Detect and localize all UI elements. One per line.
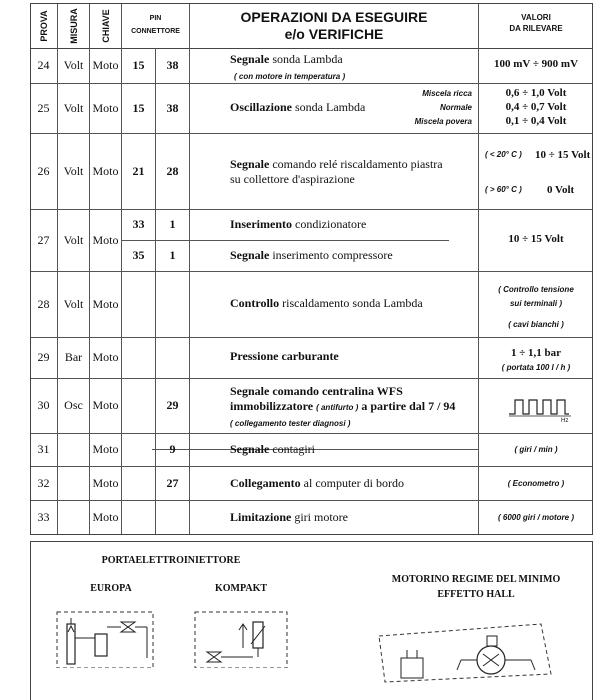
prova-cell: 30 — [30, 378, 58, 433]
pin1-cell — [122, 378, 156, 433]
value-cell: ( Econometro ) — [507, 479, 565, 488]
pin1-cell — [122, 500, 156, 535]
prova-cell: 26 — [30, 133, 58, 209]
value-cell: ( Controllo tensione sui terminali ) ( cavi bianchi ) — [498, 285, 574, 329]
operation-cell: Inserimento condizionatore Segnale inserimento compressore — [190, 209, 479, 271]
portaelettroiniettore-title: PORTAELETTROINIETTORE — [101, 555, 241, 566]
prova-cell: 28 — [30, 271, 58, 337]
value-cell: ( 6000 giri / motore ) — [497, 513, 575, 522]
value-cell — [479, 378, 593, 433]
prova-cell: 31 — [30, 433, 58, 466]
motorino-wiring-diagram — [361, 614, 561, 684]
pin1-cell — [122, 337, 156, 378]
operation-cell: Controllo riscaldamento sonda Lambda — [190, 271, 479, 337]
value-cell: ( < 20° C ) 10 ÷ 15 Volt ( > 60° C ) 0 Volt — [485, 149, 591, 196]
header-operations: OPERAZIONI DA ESEGUIRE e/o VERIFICHE — [190, 3, 479, 48]
misura-cell: Volt — [58, 48, 90, 83]
header-misura: MISURA — [58, 3, 90, 48]
europa-wiring-diagram — [51, 608, 161, 668]
chiave-cell: Moto — [90, 337, 122, 378]
value-cell: 10 ÷ 15 Volt — [508, 233, 564, 245]
table-row — [30, 466, 593, 501]
table-row — [30, 433, 593, 467]
pin1-cell: 33 35 — [122, 209, 156, 271]
diagram-section — [30, 541, 593, 700]
chiave-cell: Moto — [90, 378, 122, 433]
chiave-cell: Moto — [90, 48, 122, 83]
misura-cell: Volt — [58, 83, 90, 133]
table-row — [30, 48, 593, 84]
kompakt-wiring-diagram — [191, 608, 291, 668]
pin1-cell — [122, 466, 156, 500]
operation-cell: Collegamento al computer di bordo — [190, 466, 479, 500]
misura-cell — [58, 433, 90, 466]
pin1-cell: 21 — [122, 133, 156, 209]
prova-cell: 24 — [30, 48, 58, 83]
misura-cell: Volt — [58, 271, 90, 337]
pin2-cell: 27 — [156, 466, 190, 500]
table-row — [30, 133, 593, 210]
chiave-cell: Moto — [90, 500, 122, 535]
operation-cell: Pressione carburante — [190, 337, 479, 378]
table-row — [30, 378, 593, 434]
table-header — [30, 3, 593, 49]
header-values: VALORI DA RILEVARE — [509, 13, 563, 33]
chiave-cell: Moto — [90, 466, 122, 500]
pin2-cell: 29 — [156, 378, 190, 433]
header-chiave: CHIAVE — [90, 3, 122, 48]
kompakt-label: KOMPAKT — [214, 583, 268, 594]
misura-cell: Osc — [58, 378, 90, 433]
chiave-cell: Moto — [90, 133, 122, 209]
value-cell: 1 ÷ 1,1 bar ( portata 100 l / h ) — [501, 347, 571, 372]
pin2-cell: 38 — [156, 83, 190, 133]
misura-cell — [58, 466, 90, 500]
operation-cell: Segnale contagiri — [190, 433, 479, 466]
table-row — [30, 271, 593, 338]
prova-cell: 33 — [30, 500, 58, 535]
prova-cell: 27 — [30, 209, 58, 271]
table-row — [30, 500, 593, 535]
misura-cell: Volt — [58, 209, 90, 271]
header-prova: PROVA — [30, 3, 58, 48]
operation-cell: Limitazione giri motore — [190, 500, 479, 535]
pin2-cell: 9 — [156, 433, 190, 466]
row-divider — [122, 240, 449, 241]
effetto-hall-title: EFFETTO HALL — [437, 589, 515, 600]
prova-cell: 29 — [30, 337, 58, 378]
misura-cell: Volt — [58, 133, 90, 209]
value-cell: ( giri / min ) — [514, 445, 558, 454]
value-cell: 0,6 ÷ 1,0 Volt 0,4 ÷ 0,7 Volt 0,1 ÷ 0,4 Volt — [505, 87, 567, 127]
hz-label: Hz — [561, 418, 569, 424]
header-pin: PIN CONNETTORE — [122, 3, 190, 48]
motorino-title: MOTORINO REGIME DEL MINIMO — [391, 574, 561, 585]
square-wave-graphic — [479, 378, 593, 433]
operation-cell: Segnale comando relé riscaldamento piastra su collettore d'aspirazione — [190, 133, 479, 209]
chiave-cell: Moto — [90, 271, 122, 337]
table-row — [30, 337, 593, 379]
prova-cell: 32 — [30, 466, 58, 500]
pin1-cell: 15 — [122, 48, 156, 83]
pin1-cell — [122, 271, 156, 337]
chiave-cell: Moto — [90, 433, 122, 466]
chiave-cell: Moto — [90, 83, 122, 133]
misura-cell — [58, 500, 90, 535]
chiave-cell: Moto — [90, 209, 122, 271]
value-cell: 100 mV ÷ 900 mV — [493, 58, 579, 70]
pin1-cell: 15 — [122, 83, 156, 133]
pin2-cell: 1 1 — [156, 209, 190, 271]
prova-cell: 25 — [30, 83, 58, 133]
pin1-cell — [122, 433, 156, 466]
pin2-cell — [156, 271, 190, 337]
operation-cell: Segnale comando centralina WFS immobilizzatore ( antifurto ) a partire dal 7 / 94 ( collegamento tester diagnosi ) — [190, 378, 479, 433]
pin2-cell — [156, 337, 190, 378]
pin2-cell — [156, 500, 190, 535]
operation-cell: Segnale sonda Lambda ( con motore in temperatura ) — [190, 48, 479, 83]
misura-cell: Bar — [58, 337, 90, 378]
pin2-cell: 38 — [156, 48, 190, 83]
pin2-cell: 28 — [156, 133, 190, 209]
europa-label: EUROPA — [90, 583, 132, 594]
table-row — [30, 83, 593, 134]
operation-cell: Oscillazione sonda Lambda Miscela ricca Normale Miscela povera — [190, 83, 479, 133]
